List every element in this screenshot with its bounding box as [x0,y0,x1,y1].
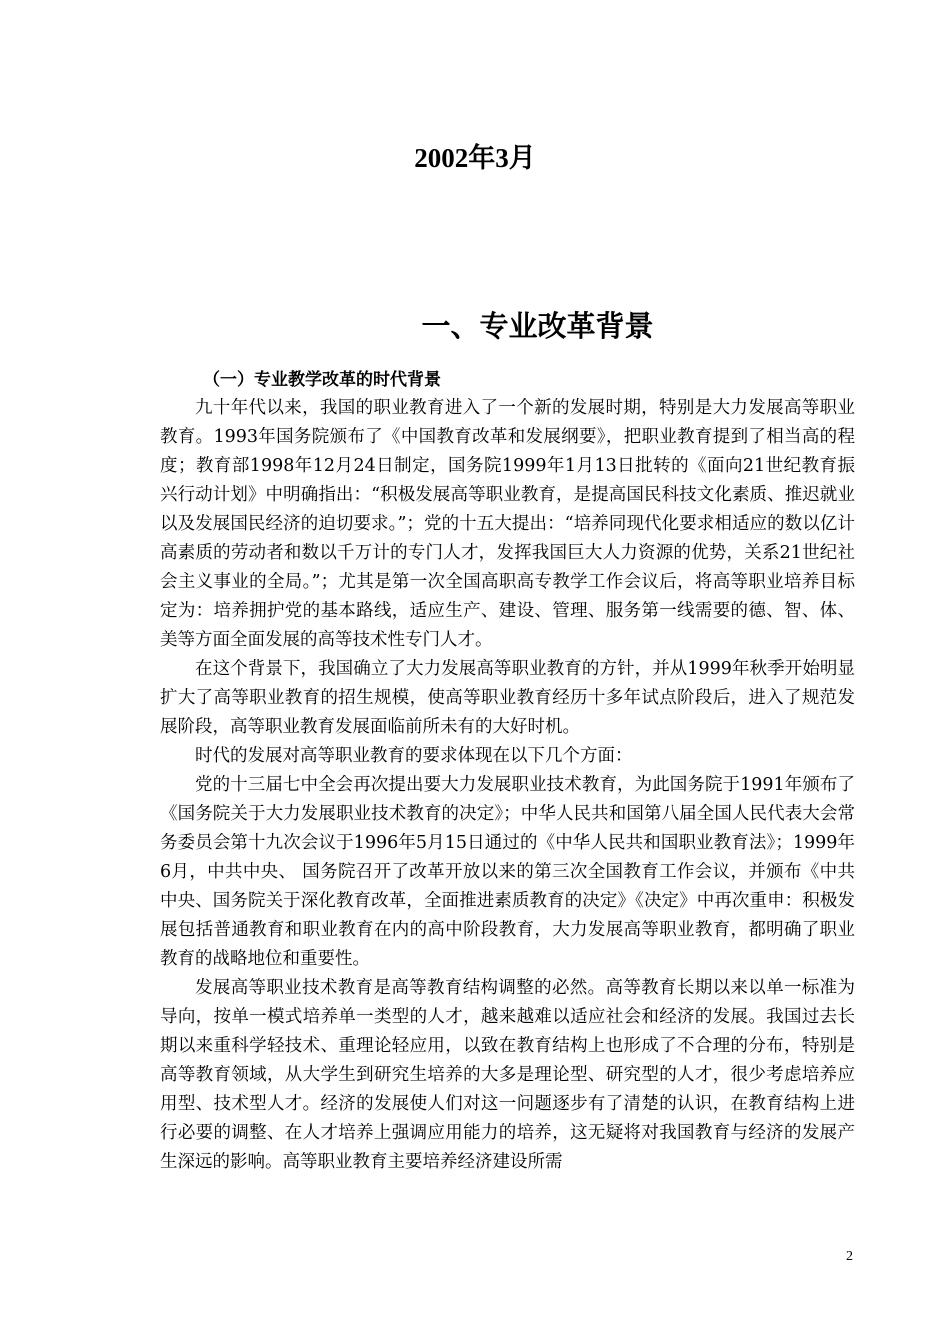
paragraph-1: 九十年代以来，我国的职业教育进入了一个新的发展时期，特别是大力发展高等职业教育。1993年国务院颁布了《中国教育改革和发展纲要》，把职业教育提到了相当高的程度；教育部1998年12月24日制定，国务院1999年1月13日批转的《面向21世纪教育振兴行动计划》中明确指出：“积极发展高等职业教育，是提高国民科技文化素质、推迟就业以及发展国民经济的迫切要求。”；党的十五大提出：“培养同现代化要求相适应的数以亿计高素质的劳动者和数以千万计的专门人才，发挥我国巨大人力资源的优势，关系21世纪社会主义事业的全局。”；尤其是第一次全国高职高专教学工作会议后，将高等职业培养目标定为：培养拥护党的基本路线，适应生产、建设、管理、服务第一线需要的德、智、体、美等方面全面发展的高等技术性专门人才。 [160,398,855,650]
document-date-title: 2002年3月 [414,143,536,173]
subsection-title: （一）专业教学改革的时代背景 [203,370,441,390]
body-text [160,394,855,1177]
paragraph-4: 党的十三届七中全会再次提出要大力发展职业技术教育，为此国务院于1991年颁布了《国务院关于大力发展职业技术教育的决定》；中华人民共和国第八届全国人民代表大会常务委员会第十九次会议于1996年5月15日通过的《中华人民共和国职业教育法》；1999年6月，中共中央、 国务院召开了改革开放以来的第三次全国教育工作会议，并颁布《中共中央、国务院关于深化教育改革，全面推进素质教育的决定》《决定》中再次重申：积极发展包括普通教育和职业教育在内的高中阶段教育，大力发展高等职业教育，都明确了职业教育的战略地位和重要性。 [160,775,855,969]
paragraph-2: 在这个背景下，我国确立了大力发展高等职业教育的方针，并从1999年秋季开始明显扩大了高等职业教育的招生规模，使高等职业教育经历十多年试点阶段后，进入了规范发展阶段，高等职业教育发展面临前所未有的大好时机。 [160,659,855,737]
page-number: 2 [846,1249,853,1264]
section-title: 一、专业改革背景 [421,309,654,343]
paragraph-3: 时代的发展对高等职业教育的要求体现在以下几个方面： [195,746,633,766]
paragraph-5: 发展高等职业技术教育是高等教育结构调整的必然。高等教育长期以来以单一标准为导向，按单一模式培养单一类型的人才，越来越难以适应社会和经济的发展。我国过去长期以来重科学轻技术、重理论轻应用，以致在教育结构上也形成了不合理的分布，特别是高等教育领域，从大学生到研究生培养的大多是理论型、研究型的人才，很少考虑培养应用型、技术型人才。经济的发展使人们对这一问题逐步有了清楚的认识，在教育结构上进行必要的调整、在人才培养上强调应用能力的培养，这无疑将对我国教育与经济的发展产生深远的影响。高等职业教育主要培养经济建设所需 [160,978,855,1172]
